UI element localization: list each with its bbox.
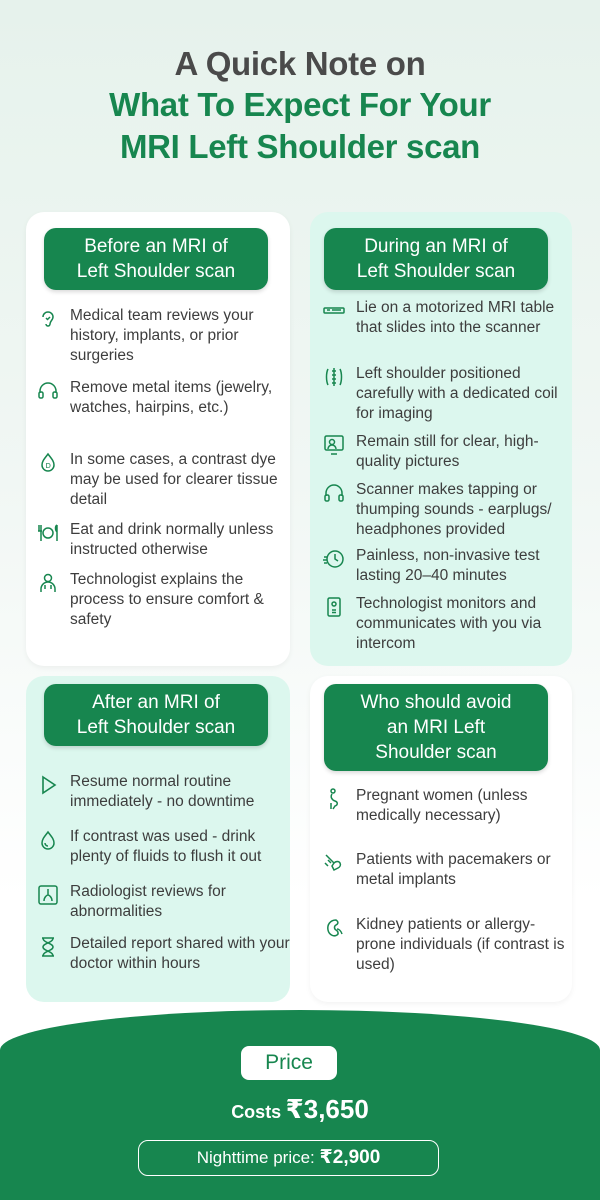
mri-table-icon	[322, 299, 348, 325]
list-item: Kidney patients or allergy-prone individuals (if contrast is used)	[322, 915, 570, 975]
list-item: Pregnant women (unless medically necessary)	[322, 786, 570, 826]
list-item: D In some cases, a contrast dye may be used for clearer tissue detail	[36, 450, 286, 510]
avoid-heading: Who should avoid an MRI Left Shoulder scan	[324, 684, 548, 771]
price-label: Price	[241, 1046, 337, 1080]
svg-text:D: D	[45, 462, 51, 470]
kidney-icon	[322, 916, 348, 942]
title-line-1: A Quick Note on	[174, 45, 426, 82]
during-heading: During an MRI of Left Shoulder scan	[324, 228, 548, 290]
contrast-dye-icon	[36, 451, 62, 477]
avoid-card	[310, 676, 572, 1002]
list-item: Painless, non-invasive test lasting 20–40 minutes	[322, 546, 570, 586]
monitor-person-icon	[322, 433, 348, 459]
list-item: Medical team reviews your history, implants, or prior surgeries	[36, 306, 286, 366]
headset-icon	[36, 379, 62, 405]
list-item: Lie on a motorized MRI table that slides into the scanner	[322, 298, 570, 338]
clock-fast-icon	[322, 547, 348, 573]
list-item: Remove metal items (jewelry, watches, hairpins, etc.)	[36, 378, 286, 418]
during-card	[310, 212, 572, 666]
list-item: If contrast was used - drink plenty of fluids to flush it out	[36, 827, 290, 867]
list-item: Detailed report shared with your doctor within hours	[36, 934, 290, 974]
intercom-icon	[322, 595, 348, 621]
play-icon	[36, 773, 62, 799]
before-heading: Before an MRI of Left Shoulder scan	[44, 228, 268, 290]
water-drop-icon	[36, 828, 62, 854]
list-item: Remain still for clear, high-quality pictures	[322, 432, 570, 472]
list-item: Radiologist reviews for abnormalities	[36, 882, 290, 922]
nighttime-label: Nighttime price:	[196, 1148, 315, 1167]
plate-utensils-icon	[36, 521, 62, 547]
title-line-3: MRI Left Shoulder scan	[119, 128, 481, 165]
costs-line	[0, 1094, 600, 1125]
technologist-icon	[36, 571, 62, 597]
list-item: Resume normal routine immediately - no downtime	[36, 772, 290, 812]
costs-label: Costs	[231, 1102, 282, 1122]
pregnant-icon	[322, 787, 348, 813]
costs-value: ₹3,650	[285, 1094, 369, 1124]
list-item: Technologist monitors and communicates with you via intercom	[322, 594, 570, 654]
list-item: Eat and drink normally unless instructed otherwise	[36, 520, 286, 560]
list-item: Left shoulder positioned carefully with a dedicated coil for imaging	[322, 364, 570, 424]
before-card	[26, 212, 290, 666]
headphones-icon	[322, 481, 348, 507]
xray-lungs-icon	[36, 883, 62, 909]
nighttime-price	[138, 1140, 439, 1176]
spine-body-icon	[322, 365, 348, 391]
after-heading: After an MRI of Left Shoulder scan	[44, 684, 268, 746]
page-title	[0, 44, 600, 168]
nighttime-value: ₹2,900	[319, 1147, 381, 1168]
hourglass-icon	[36, 935, 62, 961]
title-line-2: What To Expect For Your	[109, 86, 491, 123]
list-item: Patients with pacemakers or metal implants	[322, 850, 570, 890]
pacemaker-icon	[322, 851, 348, 877]
list-item: Scanner makes tapping or thumping sounds - earplugs/ headphones provided	[322, 480, 572, 540]
list-item: Technologist explains the process to ensure comfort & safety	[36, 570, 286, 630]
after-card	[26, 676, 290, 1002]
ear-check-icon	[36, 307, 62, 333]
